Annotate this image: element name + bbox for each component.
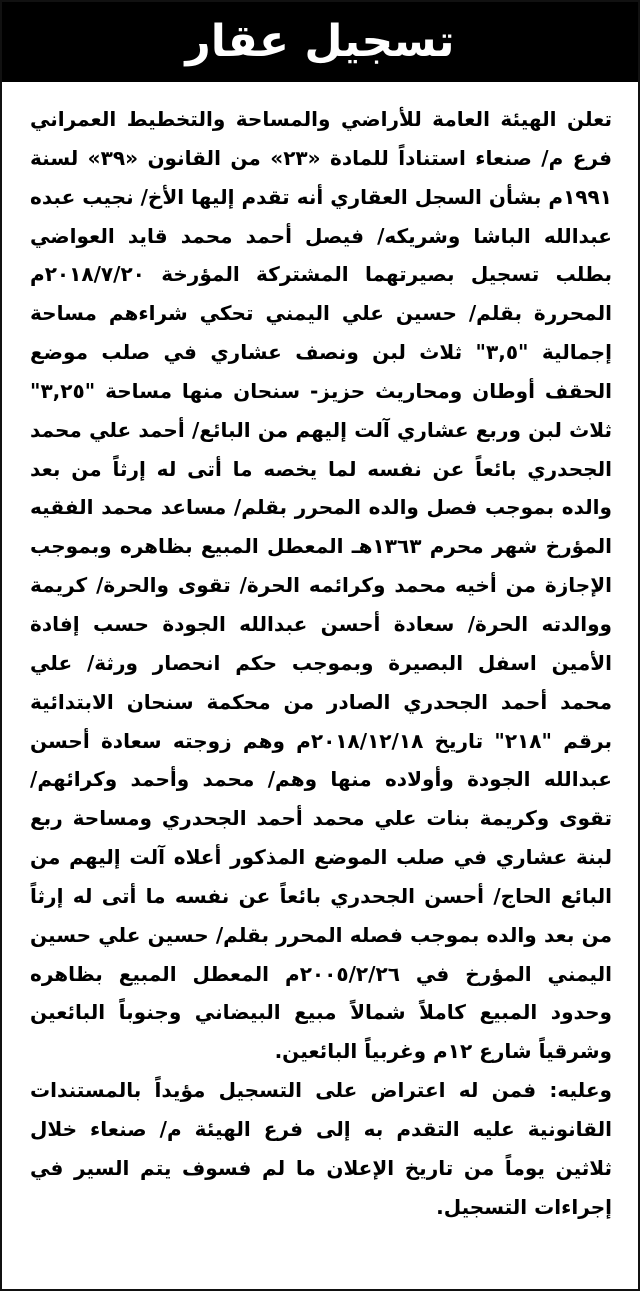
notice-paragraph-main: تعلن الهيئة العامة للأراضي والمساحة والتخطيط العمراني فرع م/ صنعاء استناداً للمادة «٢٣» من القانون «٣٩» لسنة ١٩٩١م بشأن السجل العقاري أنه تقدم إليها الأخ/ نجيب عبده عبدالله الباشا وشريكه/ فيصل أحمد محمد قايد العواضي بطلب تسجيل بصيرتهما المشتركة المؤرخة ٢٠١٨/٧/٢٠م المحررة بقلم/ حسين علي اليمني تحكي شراءهم مساحة إجمالية "٣,٥" ثلاث لبن ونصف عشاري في صلب موضع الحقف أوطان ومحاريث حزيز- سنحان منها مساحة "٣,٢٥" ثلاث لبن وربع عشاري آلت إليهم من البائع/ أحمد علي محمد الجحدري بائعاً عن نفسه لما يخصه ما أتى له إرثاً من بعد والده بموجب فصل والده المحرر بقلم/ مساعد محمد الفقيه المؤرخ شهر محرم ١٣٦٣هـ المعطل المبيع بظاهره وبموجب الإجازة من أخيه محمد وكرائمه الحرة/ تقوى والحرة/ كريمة ووالدته الحرة/ سعادة أحسن عبدالله الجودة حسب إفادة الأمين اسفل البصيرة وبموجب حكم انحصار ورثة/ علي محمد أحمد الجحدري الصادر من محكمة سنحان الابتدائية برقم "٢١٨" تاريخ ٢٠١٨/١٢/١٨م وهم زوجته سعادة أحسن عبدالله الجودة وأولاده منها وهم/ محمد وأحمد وكرائهم/ تقوى وكريمة بنات علي محمد أحمد الجحدري ومساحة ربع لبنة عشاري في صلب الموضع المذكور أعلاه آلت إليهم من البائع الحاج/ أحسن الجحدري بائعاً عن نفسه ما أتى له إرثاً من بعد والده بموجب فصله المحرر بقلم/ حسين علي حسين اليمني المؤرخ في ٢٠٠٥/٢/٢٦م المعطل المبيع بظاهره وحدود المبيع كاملاً شمالاً مبيع البيضاني وجنوباً البائعين وشرقياً شارع ١٢م وغربياً البائعين. <box>30 107 613 1064</box>
notice-header <box>2 2 638 82</box>
notice-paragraph-objection: وعليه: فمن له اعتراض على التسجيل مؤيداً بالمستندات القانونية عليه التقدم به إلى فرع الهيئة م/ صنعاء خلال ثلاثين يوماً من تاريخ الإعلان ما لم فسوف يتم السير في إجراءات التسجيل. <box>30 1078 612 1219</box>
notice-title: تسجيل عقار <box>185 16 455 67</box>
notice-body <box>30 100 612 1226</box>
